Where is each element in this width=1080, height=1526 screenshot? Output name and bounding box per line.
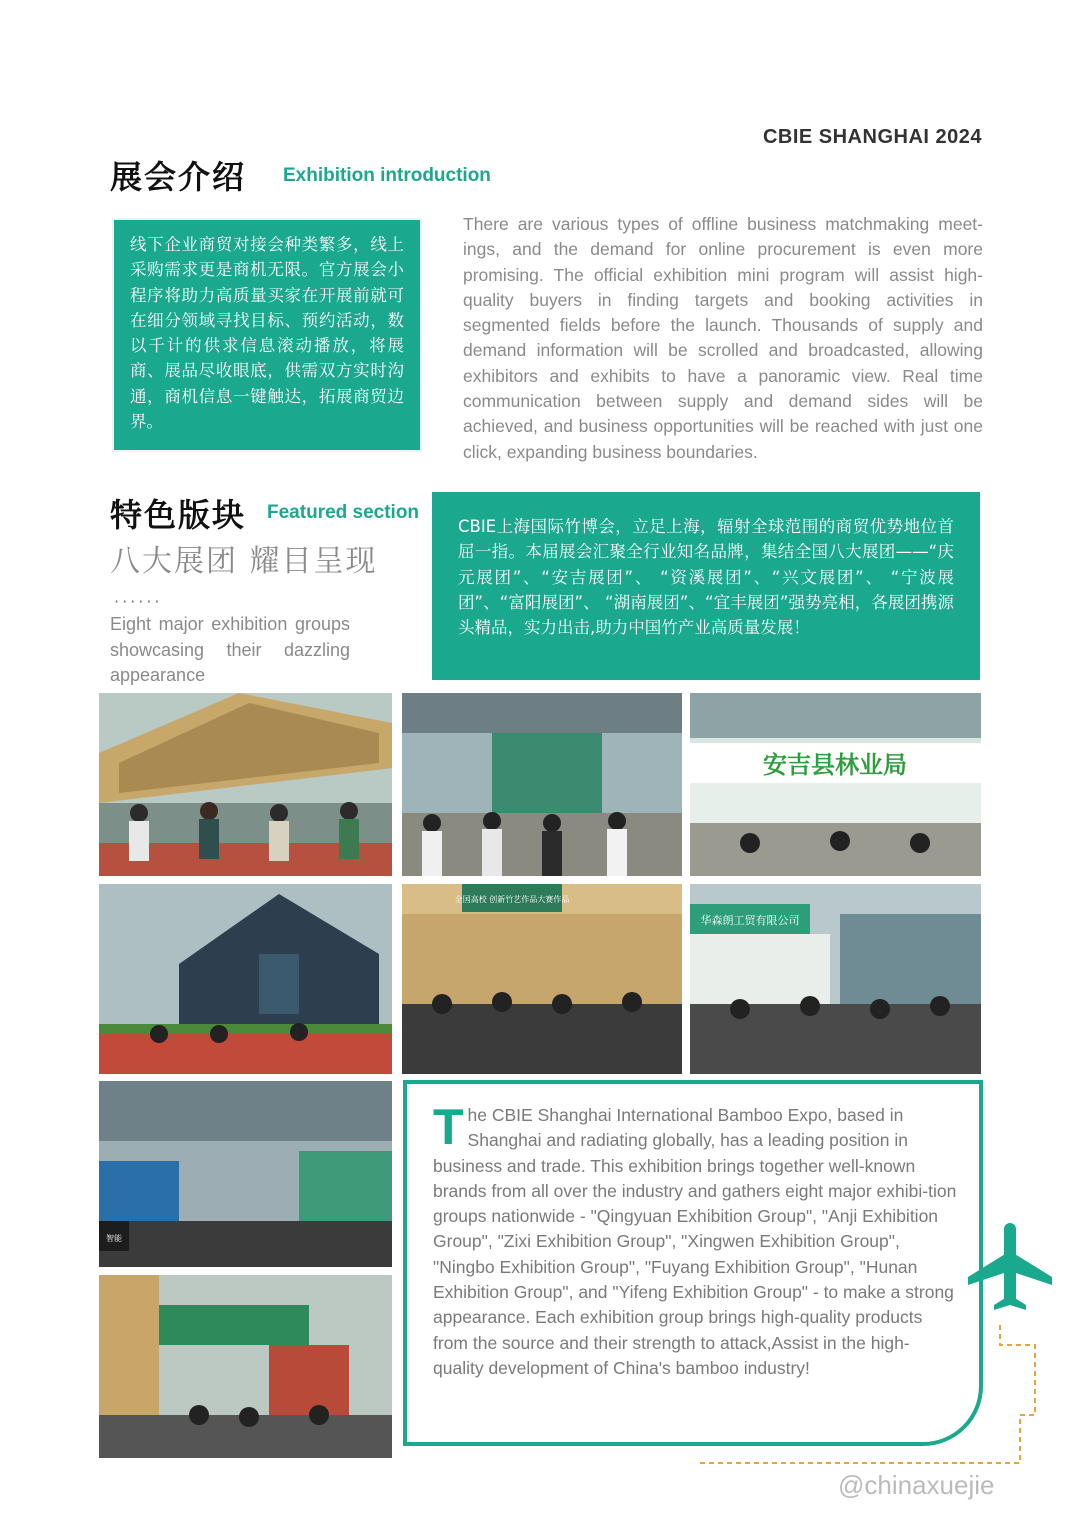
photo-bamboo-pavilion [99,693,392,876]
intro-title-cn: 展会介绍 [110,158,247,196]
intro-title-en: Exhibition introduction [283,165,491,186]
photo-bamboo-entrance [99,1275,392,1458]
dots-divider: ······ [114,592,163,611]
intro-body-en: There are various types of offline business matchmaking meet-ings, and the demand for online procurement is even more promising. The official exhibition mini program will assist high-quality buyers in finding targets and booking activities in segmented fields before the launch. Thousands of supply and demand information will be scrolled and broadcasted, allowing exhibitors and exhibits to have a panoramic view. Real time communication between supply and demand sides will be achieved, and business opportunities will be reached with just one click, expanding business boundaries. [463,214,983,462]
watermark: @chinaxuejie [838,1470,995,1500]
featured-body-cn: CBIE上海国际竹博会，立足上海，辐射全球范围的商贸优势地位首屈一指。本届展会汇聚全行业知名品牌，集结全国八大展团——“庆元展团”、“安吉展团”、 “资溪展团”、“兴文展团”、 “宁波展团”、“富阳展团”、 “湖南展团”、“宜丰展团”强势亮相，各展团携源头精品，实力出击,助力中国竹产业高质量发展！ [432,492,980,680]
featured-title-en: Featured section [267,502,420,523]
photo-booth-crowd [402,693,682,876]
header-brand: CBIE SHANGHAI 2024 [762,126,982,148]
anji-sign: 安吉县林业局 [763,751,907,779]
drop-cap: T [433,1099,464,1155]
screen-sign: 智能 [106,1234,122,1243]
photo-bamboo-corridor [402,884,682,1074]
dashed-route-path [960,1325,1035,1463]
photo-company-booth [690,884,981,1074]
featured-subtitle-en: Eight major exhibition groups showcasing their dazzling appearance [110,614,350,685]
intro-body-cn: 线下企业商贸对接会种类繁多，线上采购需求更是商机无限。官方展会小程序将助力高质量买家在开展前就可在细分领域寻找目标、预约活动，数以千计的供求信息滚动播放，将展商、展品尽收眼底，供需双方实时沟通，商机信息一键触达，拓展商贸边界。 [112,218,422,452]
featured-subtitle-cn: 八大展团 耀目呈现 [110,544,378,579]
board-sign: 全国高校 创新竹艺作品大赛作品 [454,895,570,904]
description-text [433,1099,959,1381]
company-sign: 华森朗工贸有限公司 [700,914,800,927]
description-body: he CBIE Shanghai International Bamboo Expo, based in Shanghai and radiating globally, has a leading position in business and trade. This exhibition brings together well-known brands from all over the industry and gathers eight major exhibi-tion groups nationwide - "Qingyuan Exhibition Group", "Anji Exhibition Group", "Zixi Exhibition Group", "Xingwen Exhibition Group", "Ningbo Exhibition Group", "Fuyang Exhibition Group", "Hunan Exhibition Group", and "Yifeng Exhibition Group" - to make a strong appearance. Each exhibition group brings high-quality products from the source and their strength to attack,Assist in the high-quality development of China's bamboo industry! [433,1105,957,1378]
photo-anji-booth [690,693,981,876]
photo-exhibition-hall [99,1081,392,1267]
photo-wooden-house [99,884,392,1074]
dashed-route-bottom [700,1460,962,1466]
featured-title-cn: 特色版块 [110,496,247,534]
